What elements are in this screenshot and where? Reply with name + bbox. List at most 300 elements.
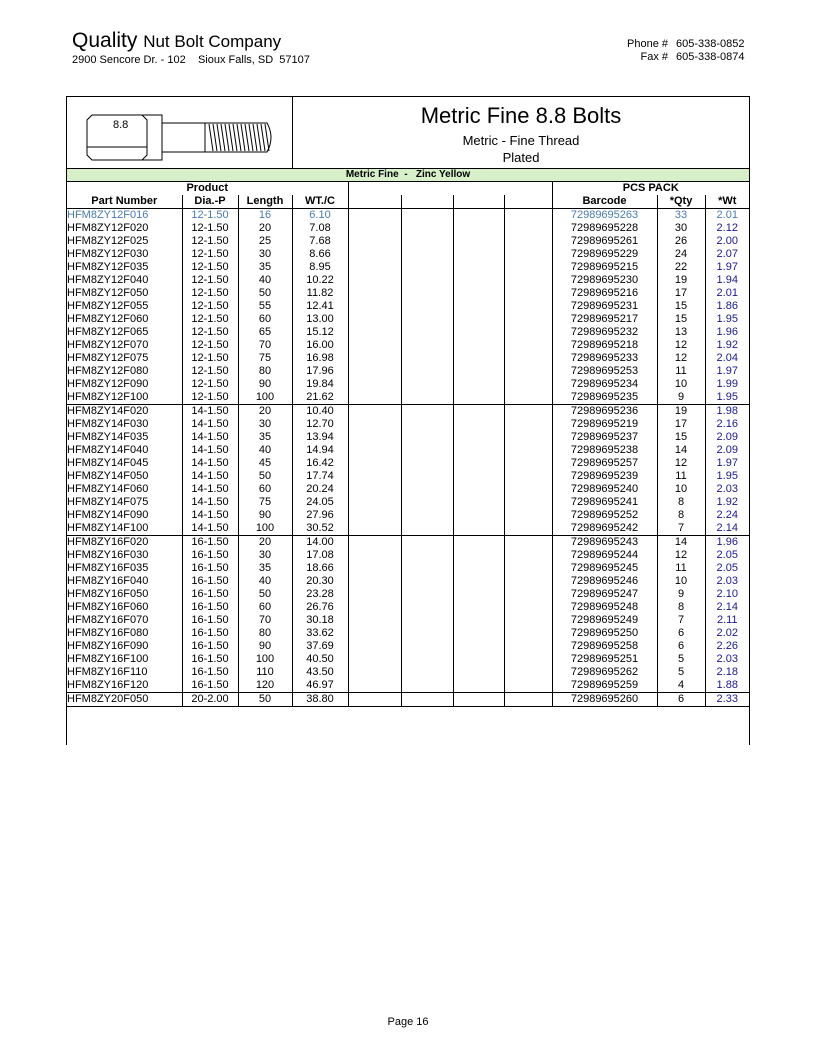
empty-cell [348, 640, 401, 653]
empty-cell [504, 601, 552, 614]
part-number-cell: HFM8ZY12F060 [67, 313, 149, 325]
empty-cell [504, 365, 552, 378]
empty-cell [453, 470, 504, 483]
barcode-cell: 72989695229 [552, 248, 657, 261]
empty-cell [348, 575, 401, 588]
empty-cell [401, 313, 453, 326]
qty-cell: 10 [657, 575, 705, 588]
col-pack-wt: *Wt [705, 195, 749, 209]
empty-cell [401, 222, 453, 235]
length-cell: 35 [238, 562, 292, 575]
length-cell: 35 [238, 261, 292, 274]
weight-cell: 7.08 [292, 222, 348, 235]
weight-cell: 38.80 [292, 693, 348, 707]
length-cell: 20 [238, 405, 292, 419]
dia-cell: 14-1.50 [182, 418, 238, 431]
empty-cell [348, 431, 401, 444]
empty-cell [348, 693, 401, 707]
product-sheet [66, 96, 750, 745]
table-row [67, 378, 749, 391]
dia-cell: 12-1.50 [182, 365, 238, 378]
empty-cell [401, 640, 453, 653]
qty-cell: 6 [657, 693, 705, 707]
part-number-cell: HFM8ZY12F016 [67, 209, 149, 221]
part-number-cell: HFM8ZY12F030 [67, 248, 149, 260]
empty-cell [348, 274, 401, 287]
pack-weight-cell: 2.10 [705, 588, 749, 601]
empty-cell [401, 274, 453, 287]
empty-cell [401, 365, 453, 378]
barcode-cell: 72989695215 [552, 261, 657, 274]
empty-cell [453, 457, 504, 470]
part-number-cell: HFM8ZY12F025 [67, 235, 149, 247]
part-number-cell: HFM8ZY12F075 [67, 352, 149, 364]
fax-number: 605-338-0874 [676, 51, 745, 63]
table-row [67, 666, 749, 679]
length-cell: 20 [238, 536, 292, 550]
weight-cell: 12.70 [292, 418, 348, 431]
empty-cell [453, 391, 504, 405]
empty-cell [453, 562, 504, 575]
qty-cell: 12 [657, 352, 705, 365]
empty-cell [348, 287, 401, 300]
table-row [67, 562, 749, 575]
length-cell: 60 [238, 313, 292, 326]
empty-cell [401, 601, 453, 614]
part-number-cell: HFM8ZY16F080 [67, 627, 149, 639]
empty-cell [401, 431, 453, 444]
dia-cell: 12-1.50 [182, 287, 238, 300]
empty-cell [401, 522, 453, 536]
empty-cell [453, 601, 504, 614]
empty-cell [504, 588, 552, 601]
col-part-number: Part Number [67, 195, 182, 209]
barcode-cell: 72989695250 [552, 627, 657, 640]
empty-cell [453, 588, 504, 601]
barcode-cell: 72989695248 [552, 601, 657, 614]
weight-cell: 23.28 [292, 588, 348, 601]
empty-cell [504, 235, 552, 248]
empty-cell [453, 653, 504, 666]
qty-cell: 8 [657, 601, 705, 614]
table-row [67, 470, 749, 483]
pack-weight-cell: 1.99 [705, 378, 749, 391]
weight-cell: 15.12 [292, 326, 348, 339]
barcode-cell: 72989695263 [552, 209, 657, 223]
parts-table [67, 182, 749, 707]
empty-cell [504, 470, 552, 483]
pack-weight-cell: 1.95 [705, 313, 749, 326]
empty-cell [401, 483, 453, 496]
empty-cell [348, 536, 401, 550]
empty-cell [504, 339, 552, 352]
empty-cell [504, 522, 552, 536]
barcode-cell: 72989695216 [552, 287, 657, 300]
weight-cell: 16.42 [292, 457, 348, 470]
empty-cell [453, 693, 504, 707]
dia-cell: 16-1.50 [182, 679, 238, 693]
dia-cell: 20-2.00 [182, 693, 238, 707]
empty-cell [401, 209, 453, 223]
length-cell: 80 [238, 627, 292, 640]
empty-cell [401, 235, 453, 248]
qty-cell: 22 [657, 261, 705, 274]
empty-cell [453, 666, 504, 679]
qty-cell: 8 [657, 509, 705, 522]
empty-cell [453, 326, 504, 339]
weight-cell: 8.66 [292, 248, 348, 261]
empty-cell [401, 248, 453, 261]
phone-number: 605-338-0852 [676, 38, 745, 50]
part-number-cell: HFM8ZY14F035 [67, 431, 149, 443]
dia-cell: 16-1.50 [182, 549, 238, 562]
barcode-cell: 72989695232 [552, 326, 657, 339]
pack-weight-cell: 2.03 [705, 653, 749, 666]
col-wt: WT./C [292, 195, 348, 209]
table-row [67, 496, 749, 509]
weight-cell: 10.22 [292, 274, 348, 287]
empty-cell [453, 522, 504, 536]
title-main: Metric Fine 8.8 Bolts [420, 103, 622, 128]
pack-weight-cell: 2.09 [705, 431, 749, 444]
qty-cell: 10 [657, 378, 705, 391]
empty-cell [453, 483, 504, 496]
sheet-title [293, 97, 749, 165]
empty-cell [504, 653, 552, 666]
barcode-cell: 72989695245 [552, 562, 657, 575]
table-row [67, 391, 749, 405]
pack-weight-cell: 1.92 [705, 496, 749, 509]
company-name [72, 29, 281, 53]
length-cell: 40 [238, 575, 292, 588]
empty-cell [504, 549, 552, 562]
length-cell: 40 [238, 444, 292, 457]
barcode-cell: 72989695246 [552, 575, 657, 588]
empty-cell [453, 365, 504, 378]
empty-cell [453, 209, 504, 223]
barcode-cell: 72989695243 [552, 536, 657, 550]
barcode-cell: 72989695251 [552, 653, 657, 666]
column-header-row [67, 195, 749, 209]
dia-cell: 16-1.50 [182, 588, 238, 601]
part-number-cell: HFM8ZY12F065 [67, 326, 149, 338]
part-number-cell: HFM8ZY16F120 [67, 679, 149, 691]
empty-cell [453, 444, 504, 457]
length-cell: 16 [238, 209, 292, 223]
pack-weight-cell: 2.00 [705, 235, 749, 248]
dia-cell: 12-1.50 [182, 300, 238, 313]
dia-cell: 14-1.50 [182, 483, 238, 496]
pack-weight-cell: 1.88 [705, 679, 749, 693]
pack-weight-cell: 1.97 [705, 365, 749, 378]
empty-cell [504, 536, 552, 550]
length-cell: 50 [238, 588, 292, 601]
dia-cell: 12-1.50 [182, 352, 238, 365]
qty-cell: 9 [657, 588, 705, 601]
weight-cell: 30.18 [292, 614, 348, 627]
length-cell: 50 [238, 470, 292, 483]
part-number-cell: HFM8ZY16F050 [67, 588, 149, 600]
part-number-cell: HFM8ZY14F040 [67, 444, 149, 456]
pack-weight-cell: 2.26 [705, 640, 749, 653]
title-sub2: Plated [502, 150, 540, 165]
qty-cell: 11 [657, 562, 705, 575]
qty-cell: 5 [657, 666, 705, 679]
qty-cell: 6 [657, 640, 705, 653]
dia-cell: 14-1.50 [182, 431, 238, 444]
barcode-cell: 72989695218 [552, 339, 657, 352]
part-number-cell: HFM8ZY16F090 [67, 640, 149, 652]
empty-cell [348, 405, 401, 419]
length-cell: 110 [238, 666, 292, 679]
empty-cell [401, 666, 453, 679]
weight-cell: 37.69 [292, 640, 348, 653]
empty-cell [348, 601, 401, 614]
empty-cell [401, 614, 453, 627]
table-row [67, 365, 749, 378]
part-number-cell: HFM8ZY12F055 [67, 300, 149, 312]
length-cell: 30 [238, 418, 292, 431]
part-number-cell: HFM8ZY14F020 [67, 405, 182, 419]
barcode-cell: 72989695247 [552, 588, 657, 601]
dia-cell: 16-1.50 [182, 536, 238, 550]
weight-cell: 33.62 [292, 627, 348, 640]
empty-cell [348, 666, 401, 679]
weight-cell: 43.50 [292, 666, 348, 679]
part-number-cell: HFM8ZY16F060 [67, 601, 149, 613]
empty-cell [401, 326, 453, 339]
empty-cell [504, 352, 552, 365]
weight-cell: 12.41 [292, 300, 348, 313]
empty-cell [401, 679, 453, 693]
weight-cell: 16.98 [292, 352, 348, 365]
dia-cell: 16-1.50 [182, 575, 238, 588]
empty-cell [348, 391, 401, 405]
empty-cell [504, 405, 552, 419]
empty-cell [401, 300, 453, 313]
table-row [67, 679, 749, 693]
barcode-cell: 72989695262 [552, 666, 657, 679]
barcode-cell: 72989695252 [552, 509, 657, 522]
barcode-cell: 72989695242 [552, 522, 657, 536]
qty-cell: 15 [657, 313, 705, 326]
dia-cell: 16-1.50 [182, 614, 238, 627]
empty-cell [504, 287, 552, 300]
pack-weight-cell: 1.95 [705, 391, 749, 405]
empty-cell [348, 509, 401, 522]
empty-cell [504, 614, 552, 627]
length-cell: 90 [238, 378, 292, 391]
empty-cell [453, 222, 504, 235]
dia-cell: 12-1.50 [182, 248, 238, 261]
part-number-cell: HFM8ZY16F070 [67, 614, 149, 626]
dia-cell: 12-1.50 [182, 391, 238, 405]
length-cell: 35 [238, 431, 292, 444]
empty-cell [504, 209, 552, 223]
page-number: Page 16 [387, 1016, 429, 1028]
empty-cell [348, 222, 401, 235]
part-number-cell: HFM8ZY14F050 [67, 470, 149, 482]
empty-cell [453, 313, 504, 326]
barcode-cell: 72989695241 [552, 496, 657, 509]
part-number-cell: HFM8ZY14F090 [67, 509, 149, 521]
part-number-cell: HFM8ZY12F080 [67, 365, 149, 377]
pack-weight-cell: 2.14 [705, 601, 749, 614]
empty-cell [401, 562, 453, 575]
empty-cell [348, 365, 401, 378]
empty-cell [401, 352, 453, 365]
empty-cell [348, 627, 401, 640]
part-number-cell: HFM8ZY12F090 [67, 378, 149, 390]
pack-weight-cell: 2.12 [705, 222, 749, 235]
part-number-cell: HFM8ZY16F040 [67, 575, 149, 587]
table-row [67, 222, 749, 235]
part-number-cell: HFM8ZY12F100 [67, 391, 149, 403]
empty-cell [401, 627, 453, 640]
empty-cell [348, 679, 401, 693]
pack-weight-cell: 2.03 [705, 483, 749, 496]
barcode-cell: 72989695233 [552, 352, 657, 365]
table-row [67, 287, 749, 300]
barcode-cell: 72989695257 [552, 457, 657, 470]
qty-cell: 26 [657, 235, 705, 248]
empty-cell [348, 522, 401, 536]
company-name-rest: Nut Bolt Company [143, 32, 282, 51]
empty-cell [504, 261, 552, 274]
part-number-cell: HFM8ZY12F020 [67, 222, 149, 234]
empty-cell [504, 666, 552, 679]
part-number-cell: HFM8ZY14F060 [67, 483, 149, 495]
grade-label: 8.8 [113, 119, 129, 131]
pack-weight-cell: 2.16 [705, 418, 749, 431]
qty-cell: 17 [657, 418, 705, 431]
pack-weight-cell: 2.05 [705, 549, 749, 562]
table-row [67, 522, 749, 536]
empty-cell [401, 418, 453, 431]
barcode-cell: 72989695234 [552, 378, 657, 391]
pack-weight-cell: 2.09 [705, 444, 749, 457]
weight-cell: 26.76 [292, 601, 348, 614]
empty-cell [504, 627, 552, 640]
table-row [67, 601, 749, 614]
empty-cell [401, 339, 453, 352]
empty-cell [348, 470, 401, 483]
empty-cell [348, 653, 401, 666]
empty-cell [348, 457, 401, 470]
part-number-cell: HFM8ZY16F110 [67, 666, 148, 678]
pack-weight-cell: 2.01 [705, 287, 749, 300]
empty-cell [504, 693, 552, 707]
empty-cell [401, 693, 453, 707]
qty-cell: 11 [657, 470, 705, 483]
dia-cell: 16-1.50 [182, 562, 238, 575]
empty-cell [453, 378, 504, 391]
empty-cell [504, 457, 552, 470]
table-row [67, 653, 749, 666]
dia-cell: 16-1.50 [182, 601, 238, 614]
part-number-cell: HFM8ZY20F050 [67, 693, 182, 707]
qty-cell: 6 [657, 627, 705, 640]
empty-cell [348, 549, 401, 562]
qty-cell: 15 [657, 300, 705, 313]
empty-cell [504, 378, 552, 391]
empty-cell [453, 536, 504, 550]
empty-cell [348, 248, 401, 261]
empty-cell [504, 483, 552, 496]
empty-cell [453, 549, 504, 562]
length-cell: 100 [238, 522, 292, 536]
empty-cell [504, 222, 552, 235]
qty-cell: 14 [657, 444, 705, 457]
part-number-cell: HFM8ZY12F040 [67, 274, 149, 286]
qty-cell: 12 [657, 339, 705, 352]
empty-cell [453, 627, 504, 640]
length-cell: 55 [238, 300, 292, 313]
empty-cell [401, 470, 453, 483]
bolt-image-cell [67, 97, 293, 168]
empty-cell [453, 352, 504, 365]
barcode-cell: 72989695244 [552, 549, 657, 562]
empty-cell [504, 509, 552, 522]
part-number-cell: HFM8ZY14F100 [67, 522, 149, 534]
dia-cell: 16-1.50 [182, 666, 238, 679]
part-number-cell: HFM8ZY14F030 [67, 418, 149, 430]
weight-cell: 17.96 [292, 365, 348, 378]
empty-cell [401, 496, 453, 509]
empty-cell [453, 248, 504, 261]
weight-cell: 6.10 [292, 209, 348, 223]
qty-cell: 14 [657, 536, 705, 550]
length-cell: 60 [238, 601, 292, 614]
dia-cell: 14-1.50 [182, 444, 238, 457]
dia-cell: 16-1.50 [182, 653, 238, 666]
table-row [67, 405, 749, 419]
length-cell: 75 [238, 496, 292, 509]
barcode-cell: 72989695240 [552, 483, 657, 496]
empty-cell [453, 431, 504, 444]
qty-cell: 12 [657, 549, 705, 562]
weight-cell: 13.94 [292, 431, 348, 444]
barcode-cell: 72989695249 [552, 614, 657, 627]
empty-cell [453, 274, 504, 287]
dia-cell: 12-1.50 [182, 326, 238, 339]
weight-cell: 19.84 [292, 378, 348, 391]
empty-cell [504, 640, 552, 653]
empty-cell [348, 418, 401, 431]
weight-cell: 46.97 [292, 679, 348, 693]
empty-cell [348, 261, 401, 274]
table-row [67, 640, 749, 653]
length-cell: 60 [238, 483, 292, 496]
table-row [67, 313, 749, 326]
empty-cell [348, 339, 401, 352]
table-row [67, 693, 749, 707]
empty-cell [348, 614, 401, 627]
qty-cell: 7 [657, 614, 705, 627]
length-cell: 100 [238, 653, 292, 666]
col-barcode: Barcode [552, 195, 657, 209]
empty-cell [504, 391, 552, 405]
length-cell: 70 [238, 614, 292, 627]
table-row [67, 457, 749, 470]
barcode-cell: 72989695231 [552, 300, 657, 313]
pack-weight-cell: 1.96 [705, 326, 749, 339]
barcode-cell: 72989695217 [552, 313, 657, 326]
empty-cell [504, 418, 552, 431]
contact-block [620, 38, 745, 64]
part-number-cell: HFM8ZY16F100 [67, 653, 149, 665]
length-cell: 20 [238, 222, 292, 235]
